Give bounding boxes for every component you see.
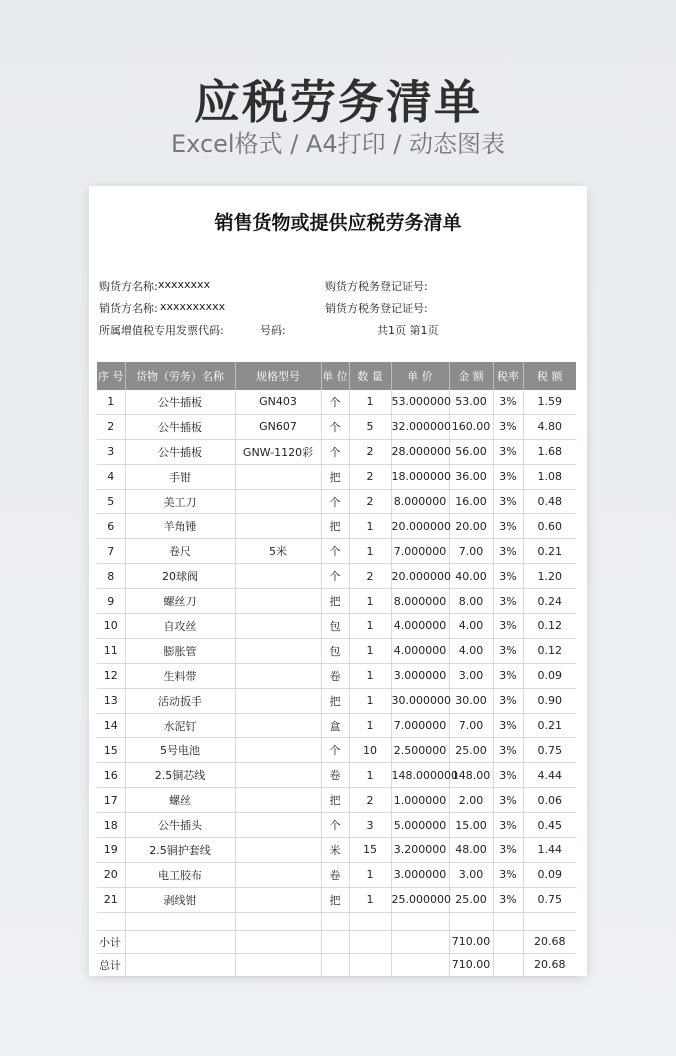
item-price: 7.000000 — [391, 539, 449, 564]
item-unit: 个 — [321, 813, 349, 838]
table-row — [97, 564, 576, 589]
item-price: 8.000000 — [391, 589, 449, 614]
item-name: 剥线钳 — [125, 887, 235, 912]
item-name: 公牛插板 — [125, 439, 235, 464]
item-qty: 2 — [349, 564, 391, 589]
item-amount: 36.00 — [449, 464, 493, 489]
seller-tax-label: 销货方税务登记证号: — [325, 302, 428, 315]
total-tax: 20.68 — [523, 953, 576, 976]
item-tax: 1.20 — [523, 564, 576, 589]
item-tax: 0.06 — [523, 788, 576, 813]
table-row — [97, 663, 576, 688]
header-qty: 数 量 — [349, 362, 391, 390]
item-amount: 3.00 — [449, 862, 493, 887]
item-tax: 0.21 — [523, 713, 576, 738]
item-unit: 个 — [321, 738, 349, 763]
header-amount: 金 额 — [449, 362, 493, 390]
buyer-name-label: 购货方名称: — [99, 280, 158, 293]
item-unit: 个 — [321, 390, 349, 414]
item-qty: 1 — [349, 390, 391, 414]
item-price: 148.000000 — [391, 763, 449, 788]
row-index: 8 — [97, 564, 125, 589]
header-index: 序 号 — [97, 362, 125, 390]
goods-table — [97, 362, 576, 977]
item-rate: 3% — [493, 464, 523, 489]
item-amount: 56.00 — [449, 439, 493, 464]
item-unit: 卷 — [321, 763, 349, 788]
subtotal-row — [97, 930, 576, 953]
item-rate: 3% — [493, 614, 523, 639]
header-spec: 规格型号 — [235, 362, 321, 390]
item-price: 28.000000 — [391, 439, 449, 464]
table-row — [97, 688, 576, 713]
table-row — [97, 713, 576, 738]
item-rate: 3% — [493, 713, 523, 738]
item-rate: 3% — [493, 813, 523, 838]
item-unit: 个 — [321, 489, 349, 514]
item-price: 8.000000 — [391, 489, 449, 514]
row-index: 15 — [97, 738, 125, 763]
row-index: 13 — [97, 688, 125, 713]
row-index: 14 — [97, 713, 125, 738]
item-spec — [235, 614, 321, 639]
page-title: 应税劳务清单 — [194, 75, 482, 129]
row-index: 9 — [97, 589, 125, 614]
table-row — [97, 390, 576, 414]
row-index: 17 — [97, 788, 125, 813]
buyer-tax-label: 购货方税务登记证号: — [325, 280, 428, 293]
item-unit: 盒 — [321, 713, 349, 738]
item-name: 螺丝 — [125, 788, 235, 813]
item-spec — [235, 713, 321, 738]
header-name: 货物（劳务）名称 — [125, 362, 235, 390]
item-rate: 3% — [493, 763, 523, 788]
item-name: 水泥钉 — [125, 713, 235, 738]
subtotal-label: 小计 — [97, 930, 125, 953]
item-spec: GNW-1120彩 — [235, 439, 321, 464]
item-qty: 1 — [349, 887, 391, 912]
item-name: 2.5铜芯线 — [125, 763, 235, 788]
item-name: 公牛插头 — [125, 813, 235, 838]
item-unit: 把 — [321, 688, 349, 713]
item-tax: 4.80 — [523, 414, 576, 439]
item-name: 自攻丝 — [125, 614, 235, 639]
item-spec — [235, 514, 321, 539]
row-index: 18 — [97, 813, 125, 838]
item-spec: GN607 — [235, 414, 321, 439]
seller-name-value: xxxxxxxxxx — [160, 300, 226, 313]
item-amount: 30.00 — [449, 688, 493, 713]
blank-row — [97, 912, 576, 930]
row-index: 19 — [97, 838, 125, 863]
item-amount: 160.00 — [449, 414, 493, 439]
item-spec — [235, 638, 321, 663]
item-spec — [235, 489, 321, 514]
item-qty: 1 — [349, 713, 391, 738]
item-price: 53.000000 — [391, 390, 449, 414]
item-rate: 3% — [493, 838, 523, 863]
item-qty: 1 — [349, 614, 391, 639]
header-tax: 税 额 — [523, 362, 576, 390]
table-row — [97, 638, 576, 663]
item-tax: 0.24 — [523, 589, 576, 614]
item-price: 3.200000 — [391, 838, 449, 863]
item-rate: 3% — [493, 514, 523, 539]
item-amount: 4.00 — [449, 614, 493, 639]
item-name: 5号电池 — [125, 738, 235, 763]
item-tax: 0.90 — [523, 688, 576, 713]
item-amount: 2.00 — [449, 788, 493, 813]
item-tax: 1.59 — [523, 390, 576, 414]
table-row — [97, 539, 576, 564]
row-index: 16 — [97, 763, 125, 788]
table-row — [97, 813, 576, 838]
item-spec — [235, 688, 321, 713]
item-unit: 包 — [321, 614, 349, 639]
total-row — [97, 953, 576, 976]
item-tax: 0.09 — [523, 862, 576, 887]
item-qty: 1 — [349, 514, 391, 539]
item-name: 公牛插板 — [125, 390, 235, 414]
item-name: 羊角锤 — [125, 514, 235, 539]
item-amount: 40.00 — [449, 564, 493, 589]
item-spec — [235, 813, 321, 838]
item-price: 4.000000 — [391, 638, 449, 663]
item-unit: 把 — [321, 514, 349, 539]
item-amount: 148.00 — [449, 763, 493, 788]
table-row — [97, 887, 576, 912]
subtotal-amount: 710.00 — [449, 930, 493, 953]
item-rate: 3% — [493, 414, 523, 439]
item-unit: 把 — [321, 464, 349, 489]
item-name: 生料带 — [125, 663, 235, 688]
document-title: 销售货物或提供应税劳务清单 — [214, 212, 462, 234]
item-spec — [235, 862, 321, 887]
item-unit: 把 — [321, 589, 349, 614]
item-unit: 个 — [321, 539, 349, 564]
item-price: 30.000000 — [391, 688, 449, 713]
item-unit: 把 — [321, 887, 349, 912]
item-spec — [235, 464, 321, 489]
page-info: 共1页 第1页 — [377, 324, 439, 337]
table-row — [97, 738, 576, 763]
item-qty: 1 — [349, 589, 391, 614]
item-unit: 个 — [321, 414, 349, 439]
item-rate: 3% — [493, 589, 523, 614]
seller-name-label: 销货方名称: — [99, 302, 158, 315]
item-rate: 3% — [493, 439, 523, 464]
row-index: 1 — [97, 390, 125, 414]
item-tax: 1.08 — [523, 464, 576, 489]
item-qty: 15 — [349, 838, 391, 863]
item-amount: 53.00 — [449, 390, 493, 414]
item-tax: 0.21 — [523, 539, 576, 564]
item-tax: 0.75 — [523, 887, 576, 912]
item-unit: 米 — [321, 838, 349, 863]
table-row — [97, 589, 576, 614]
table-row — [97, 464, 576, 489]
item-rate: 3% — [493, 862, 523, 887]
header-price: 单 价 — [391, 362, 449, 390]
item-qty: 2 — [349, 489, 391, 514]
item-tax: 0.60 — [523, 514, 576, 539]
item-rate: 3% — [493, 887, 523, 912]
item-qty: 1 — [349, 539, 391, 564]
item-spec: GN403 — [235, 390, 321, 414]
item-rate: 3% — [493, 738, 523, 763]
item-price: 7.000000 — [391, 713, 449, 738]
item-spec — [235, 589, 321, 614]
item-price: 20.000000 — [391, 514, 449, 539]
table-row — [97, 489, 576, 514]
item-qty: 1 — [349, 862, 391, 887]
row-index: 7 — [97, 539, 125, 564]
item-tax: 0.12 — [523, 638, 576, 663]
item-name: 螺丝刀 — [125, 589, 235, 614]
document-sheet — [89, 186, 587, 976]
item-spec — [235, 887, 321, 912]
item-spec — [235, 788, 321, 813]
item-name: 手钳 — [125, 464, 235, 489]
item-tax: 1.44 — [523, 838, 576, 863]
item-rate: 3% — [493, 638, 523, 663]
item-rate: 3% — [493, 564, 523, 589]
item-amount: 7.00 — [449, 539, 493, 564]
item-tax: 1.68 — [523, 439, 576, 464]
item-amount: 16.00 — [449, 489, 493, 514]
item-tax: 0.09 — [523, 663, 576, 688]
row-index: 21 — [97, 887, 125, 912]
item-price: 20.000000 — [391, 564, 449, 589]
total-label: 总计 — [97, 953, 125, 976]
header-rate: 税率 — [493, 362, 523, 390]
row-index: 11 — [97, 638, 125, 663]
item-rate: 3% — [493, 489, 523, 514]
row-index: 3 — [97, 439, 125, 464]
item-name: 卷尺 — [125, 539, 235, 564]
item-amount: 48.00 — [449, 838, 493, 863]
item-price: 4.000000 — [391, 614, 449, 639]
table-row — [97, 838, 576, 863]
item-qty: 2 — [349, 464, 391, 489]
item-name: 20球阀 — [125, 564, 235, 589]
item-name: 活动扳手 — [125, 688, 235, 713]
item-spec — [235, 838, 321, 863]
item-qty: 1 — [349, 638, 391, 663]
row-index: 4 — [97, 464, 125, 489]
table-row — [97, 763, 576, 788]
row-index: 6 — [97, 514, 125, 539]
item-name: 膨胀管 — [125, 638, 235, 663]
item-amount: 15.00 — [449, 813, 493, 838]
header-unit: 单 位 — [321, 362, 349, 390]
item-price: 5.000000 — [391, 813, 449, 838]
item-name: 电工胶布 — [125, 862, 235, 887]
item-price: 32.000000 — [391, 414, 449, 439]
item-unit: 卷 — [321, 862, 349, 887]
item-rate: 3% — [493, 539, 523, 564]
table-row — [97, 614, 576, 639]
table-header-row — [97, 362, 576, 390]
item-spec — [235, 663, 321, 688]
item-qty: 2 — [349, 439, 391, 464]
row-index: 12 — [97, 663, 125, 688]
item-amount: 20.00 — [449, 514, 493, 539]
item-rate: 3% — [493, 688, 523, 713]
item-qty: 10 — [349, 738, 391, 763]
item-unit: 个 — [321, 564, 349, 589]
table-row — [97, 414, 576, 439]
item-amount: 4.00 — [449, 638, 493, 663]
row-index: 5 — [97, 489, 125, 514]
table-row — [97, 439, 576, 464]
item-unit: 卷 — [321, 663, 349, 688]
table-row — [97, 514, 576, 539]
item-price: 25.000000 — [391, 887, 449, 912]
item-price: 3.000000 — [391, 862, 449, 887]
item-amount: 25.00 — [449, 887, 493, 912]
item-spec — [235, 738, 321, 763]
item-name: 2.5铜护套线 — [125, 838, 235, 863]
item-price: 18.000000 — [391, 464, 449, 489]
row-index: 20 — [97, 862, 125, 887]
item-name: 美工刀 — [125, 489, 235, 514]
item-qty: 2 — [349, 788, 391, 813]
table-row — [97, 862, 576, 887]
row-index: 2 — [97, 414, 125, 439]
item-price: 1.000000 — [391, 788, 449, 813]
item-tax: 0.45 — [523, 813, 576, 838]
item-qty: 1 — [349, 688, 391, 713]
item-spec: 5米 — [235, 539, 321, 564]
item-qty: 5 — [349, 414, 391, 439]
item-rate: 3% — [493, 788, 523, 813]
item-unit: 包 — [321, 638, 349, 663]
item-qty: 3 — [349, 813, 391, 838]
item-amount: 7.00 — [449, 713, 493, 738]
item-name: 公牛插板 — [125, 414, 235, 439]
total-amount: 710.00 — [449, 953, 493, 976]
item-spec — [235, 564, 321, 589]
item-amount: 25.00 — [449, 738, 493, 763]
item-spec — [235, 763, 321, 788]
item-qty: 1 — [349, 763, 391, 788]
item-tax: 0.48 — [523, 489, 576, 514]
subtotal-tax: 20.68 — [523, 930, 576, 953]
item-amount: 8.00 — [449, 589, 493, 614]
item-tax: 4.44 — [523, 763, 576, 788]
invoice-number-label: 号码: — [260, 324, 286, 337]
item-unit: 把 — [321, 788, 349, 813]
item-qty: 1 — [349, 663, 391, 688]
item-rate: 3% — [493, 390, 523, 414]
row-index: 10 — [97, 614, 125, 639]
invoice-code-label: 所属增值税专用发票代码: — [99, 324, 224, 337]
item-tax: 0.12 — [523, 614, 576, 639]
table-row — [97, 788, 576, 813]
item-unit: 个 — [321, 439, 349, 464]
buyer-name-value: xxxxxxxx — [158, 278, 211, 291]
item-amount: 3.00 — [449, 663, 493, 688]
item-price: 3.000000 — [391, 663, 449, 688]
page-subtitle: Excel格式 / A4打印 / 动态图表 — [171, 130, 505, 158]
item-rate: 3% — [493, 663, 523, 688]
item-tax: 0.75 — [523, 738, 576, 763]
item-price: 2.500000 — [391, 738, 449, 763]
